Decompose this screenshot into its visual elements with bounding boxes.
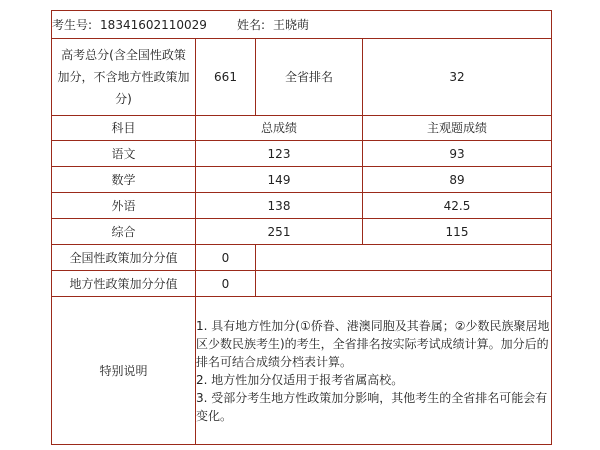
subject-name: 综合 <box>52 219 196 245</box>
local-bonus-value: 0 <box>196 271 256 297</box>
note-item: 1. 具有地方性加分(①侨眷、港澳同胞及其眷属；②少数民族聚居地区少数民族考生)的考生，全省排名按实际考试成绩计算。加分后的排名可结合成绩分档表计算。 <box>196 318 550 369</box>
student-name-label: 姓名: <box>236 17 265 32</box>
subject-name: 语文 <box>52 141 196 167</box>
header-cell <box>52 11 552 39</box>
total-score-label: 高考总分(含全国性政策加分，不含地方性政策加分) <box>52 39 196 116</box>
subject-total-score: 251 <box>196 219 363 245</box>
province-rank-label: 全省排名 <box>256 39 363 116</box>
subject-name: 数学 <box>52 167 196 193</box>
subject-column-header: 科目 <box>52 116 196 141</box>
total-score-value: 661 <box>196 39 256 116</box>
subject-row <box>52 193 552 219</box>
subject-subjective-score: 89 <box>363 167 552 193</box>
exam-number-label: 考生号: <box>52 17 93 32</box>
student-name-value: 王晓萌 <box>272 17 309 32</box>
header-row <box>52 11 552 39</box>
note-item: 2. 地方性加分仅适用于报考省属高校。 <box>196 372 404 387</box>
province-rank-value: 32 <box>363 39 552 116</box>
subject-subjective-score: 115 <box>363 219 552 245</box>
local-bonus-empty <box>256 271 552 297</box>
subject-row <box>52 141 552 167</box>
total-score-column-header: 总成绩 <box>196 116 363 141</box>
subject-subjective-score: 93 <box>363 141 552 167</box>
notes-label: 特别说明 <box>52 297 196 445</box>
subject-row <box>52 167 552 193</box>
national-bonus-row <box>52 245 552 271</box>
subjective-score-column-header: 主观题成绩 <box>363 116 552 141</box>
exam-number-value: 18341602110029 <box>100 17 207 32</box>
national-bonus-value: 0 <box>196 245 256 271</box>
total-score-row <box>52 39 552 116</box>
national-bonus-label: 全国性政策加分分值 <box>52 245 196 271</box>
subject-total-score: 149 <box>196 167 363 193</box>
local-bonus-label: 地方性政策加分分值 <box>52 271 196 297</box>
subject-total-score: 138 <box>196 193 363 219</box>
score-report <box>51 10 551 445</box>
local-bonus-row <box>52 271 552 297</box>
subject-row <box>52 219 552 245</box>
subject-total-score: 123 <box>196 141 363 167</box>
notes-row <box>52 297 552 445</box>
note-item: 3. 受部分考生地方性政策加分影响，其他考生的全省排名可能会有变化。 <box>196 390 548 423</box>
national-bonus-empty <box>256 245 552 271</box>
subject-subjective-score: 42.5 <box>363 193 552 219</box>
notes-content <box>196 297 552 445</box>
score-table <box>51 10 552 445</box>
column-header-row <box>52 116 552 141</box>
subject-name: 外语 <box>52 193 196 219</box>
